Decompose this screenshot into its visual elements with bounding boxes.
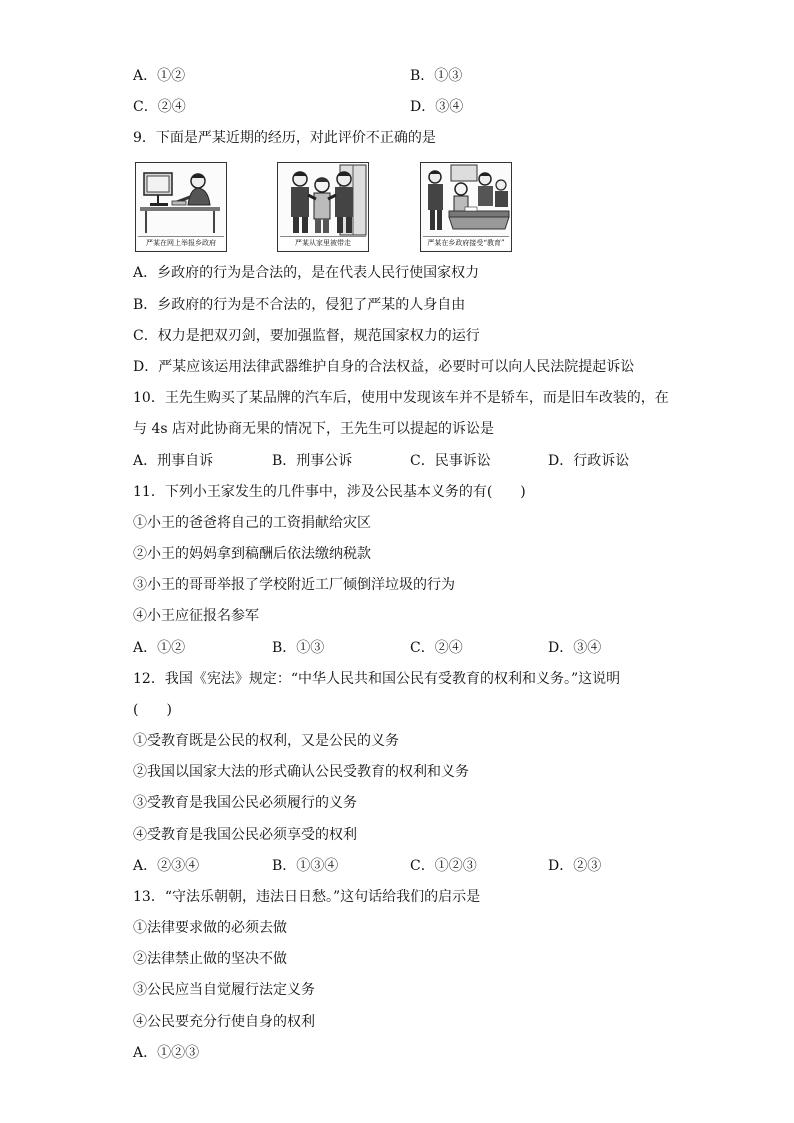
q11-item-2: ②小王的妈妈拿到稿酬后依法缴纳税款 bbox=[133, 546, 371, 562]
q9-option-c: C．权力是把双刃剑，要加强监督，规范国家权力的运行 bbox=[133, 328, 480, 344]
q11-option-b: B．①③ bbox=[272, 640, 325, 656]
caption-online-report: 严某在网上举报乡政府 bbox=[138, 236, 224, 249]
q12-option-c: C．①②③ bbox=[410, 858, 477, 874]
q13-item-3: ③公民应当自觉履行法定义务 bbox=[133, 982, 315, 998]
figure-online-report bbox=[135, 162, 227, 252]
q13-item-4: ④公民要充分行使自身的权利 bbox=[133, 1014, 315, 1030]
q12-item-3: ③受教育是我国公民必须履行的义务 bbox=[133, 795, 357, 811]
q8-option-a: A．①② bbox=[133, 68, 186, 84]
q10-option-c: C．民事诉讼 bbox=[410, 453, 491, 469]
q8-options-row-1 bbox=[133, 66, 693, 86]
q10-stem-line-2: 与 4s 店对此协商无果的情况下，王先生可以提起的诉讼是 bbox=[133, 421, 494, 437]
q11-item-1: ①小王的爸爸将自己的工资捐献给灾区 bbox=[133, 515, 371, 531]
q9-figures bbox=[135, 162, 515, 254]
q10-options bbox=[133, 451, 693, 471]
q12-item-1: ①受教育既是公民的权利，又是公民的义务 bbox=[133, 733, 399, 749]
figure-taken-from-home bbox=[277, 162, 369, 252]
q9-stem: 9．下面是严某近期的经历，对此评价不正确的是 bbox=[133, 130, 436, 146]
q10-stem-line-1: 10．王先生购买了某品牌的汽车后，使用中发现该车并不是轿车，而是旧车改装的，在 bbox=[133, 390, 669, 406]
q10-option-d: D．行政诉讼 bbox=[548, 453, 630, 469]
q10-option-b: B．刑事公诉 bbox=[272, 453, 353, 469]
q12-options bbox=[133, 856, 693, 876]
q12-answer-paren: ( ) bbox=[133, 702, 172, 718]
q12-stem: 12．我国《宪法》规定：“中华人民共和国公民有受教育的权利和义务。”这说明 bbox=[133, 671, 621, 687]
q12-item-4: ④受教育是我国公民必须享受的权利 bbox=[133, 827, 357, 843]
q10-option-a: A．刑事自诉 bbox=[133, 453, 214, 469]
q13-item-1: ①法律要求做的必须去做 bbox=[133, 920, 287, 936]
q11-option-c: C．②④ bbox=[410, 640, 463, 656]
q9-option-b: B．乡政府的行为是不合法的，侵犯了严某的人身自由 bbox=[133, 297, 466, 313]
caption-education-at-office: 严某在乡政府接受“教育” bbox=[423, 236, 509, 249]
q12-item-2: ②我国以国家大法的形式确认公民受教育的权利和义务 bbox=[133, 764, 469, 780]
q8-option-d: D．③④ bbox=[410, 99, 464, 115]
q11-item-3: ③小王的哥哥举报了学校附近工厂倾倒洋垃圾的行为 bbox=[133, 577, 455, 593]
q11-option-d: D．③④ bbox=[548, 640, 602, 656]
q8-option-c: C．②④ bbox=[133, 99, 186, 115]
q11-option-a: A．①② bbox=[133, 640, 186, 656]
q12-option-b: B．①③④ bbox=[272, 858, 339, 874]
caption-taken-from-home: 严某从家里被带走 bbox=[280, 236, 366, 249]
figure-education-at-office bbox=[420, 162, 512, 252]
q11-options bbox=[133, 638, 693, 658]
q11-item-4: ④小王应征报名参军 bbox=[133, 608, 259, 624]
q9-option-d: D．严某应该运用法律武器维护自身的合法权益，必要时可以向人民法院提起诉讼 bbox=[133, 359, 635, 375]
q12-option-a: A．②③④ bbox=[133, 858, 200, 874]
q13-stem: 13．“守法乐朝朝，违法日日愁。”这句话给我们的启示是 bbox=[133, 889, 481, 905]
q12-option-d: D．②③ bbox=[548, 858, 602, 874]
q8-options-row-2 bbox=[133, 97, 693, 117]
q13-item-2: ②法律禁止做的坚决不做 bbox=[133, 951, 287, 967]
q9-option-a: A．乡政府的行为是合法的，是在代表人民行使国家权力 bbox=[133, 265, 480, 281]
q11-stem: 11．下列小王家发生的几件事中，涉及公民基本义务的有( ) bbox=[133, 484, 526, 500]
q8-option-b: B．①③ bbox=[410, 68, 463, 84]
q13-option-a: A．①②③ bbox=[133, 1045, 200, 1061]
